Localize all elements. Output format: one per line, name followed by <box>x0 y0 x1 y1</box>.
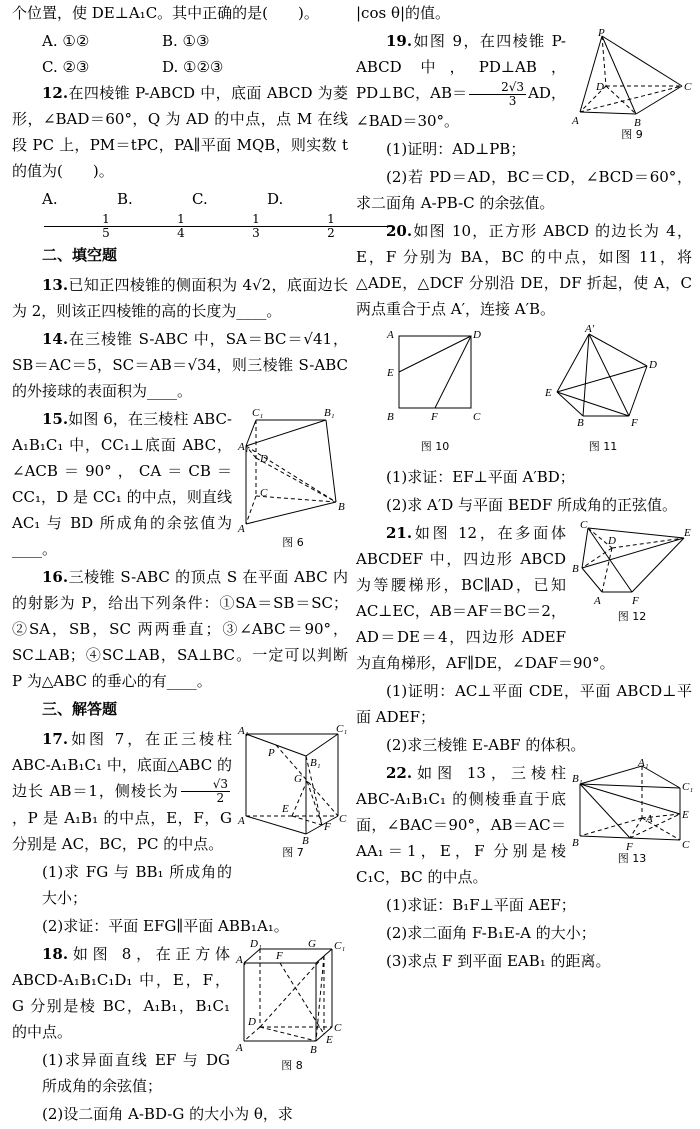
f12-label-d: D <box>608 534 616 547</box>
q21-part-1: (1)证明：AC⊥平面 CDE，平面 ABCD⊥平面 ADEF； <box>356 681 692 726</box>
q18-part-2: (2)设二面角 A-BD-G 的大小为 θ，求 <box>42 1105 293 1123</box>
q12-option-c-label: C. <box>192 190 208 208</box>
section-fill-in-heading: 二、填空题 <box>42 245 118 264</box>
q18-tail: |cos θ|的值。 <box>356 4 451 22</box>
f13-label-a: A <box>646 812 653 825</box>
figure-12 <box>572 520 692 624</box>
f7-label-b: B <box>302 834 309 847</box>
q12-a-den: 5 <box>102 225 110 240</box>
q20-text: 如图 10，正方形 ABCD 的边长为 4，E，F 分别为 BA，BC 的中点，如图 11，将△ADE，△DCF 分别沿 DE，DF 折起，使 A，C 两点重合于点 A′，连接 A′B。 <box>356 221 692 318</box>
q20-number: 20. <box>386 221 413 240</box>
q16 <box>12 564 348 694</box>
q11-option-a: A. ①② <box>42 32 90 50</box>
left-column <box>12 0 348 1129</box>
figure-7 <box>238 722 348 860</box>
figure-6 <box>238 406 348 550</box>
f12-label-c: C <box>580 518 588 531</box>
q15-number: 15. <box>42 409 69 428</box>
q12-d-num: 1 <box>269 213 393 227</box>
figure-11-caption: 图 11 <box>588 439 618 453</box>
f12-label-f: F <box>632 594 639 607</box>
q20-part-1: (1)求证：EF⊥平面 A′BD； <box>386 467 575 486</box>
f9-label-a: A <box>572 115 579 127</box>
f9-label-c: C <box>684 81 692 93</box>
f6-label-d: D <box>260 452 268 465</box>
figure-13-diagram <box>572 756 694 853</box>
figure-8-diagram <box>236 938 348 1059</box>
figure-9-diagram <box>572 28 692 128</box>
right-column <box>356 0 692 976</box>
q12-option-a-label: A. <box>42 190 58 208</box>
q12-text: 在四棱锥 P-ABCD 中，底面 ABCD 为菱形，∠BAD＝60°，Q 为 AD 的中点，点 M 在线段 PC 上，PM＝tPC，PA∥平面 MQB，则实数 t 的值为( )。 <box>12 84 348 180</box>
f7-label-c1: C₁ <box>336 722 348 735</box>
f6-label-b: B <box>338 500 345 513</box>
q12-a-num: 1 <box>44 213 168 227</box>
f13-label-a1: A₁ <box>638 756 649 769</box>
f10-label-b: B <box>387 410 394 423</box>
figure-11 <box>543 322 663 460</box>
q17-fraction <box>181 778 230 805</box>
q12-option-a <box>42 186 117 240</box>
f13-label-c: C <box>682 838 690 851</box>
q12-options <box>12 186 348 240</box>
q12-d-den: 2 <box>327 225 335 240</box>
q17-text-b: ，P 是 A₁B₁ 的中点，E，F，G 分别是 AC，BC，PC 的中点。 <box>12 809 232 853</box>
f8-label-b: B <box>310 1044 317 1056</box>
q21-text: 如图 12，在多面体 ABCDEF 中，四边形 ABCD 为等腰梯形，BC∥AD，已知 AC⊥EC，AB＝AF＝BC＝2，AD＝DE＝4，四边形 ADEF 为直角梯形，AF∥DE，∠DAF＝90°。 <box>356 523 615 672</box>
q20 <box>356 218 692 322</box>
f7-label-a: A <box>238 814 245 827</box>
f13-label-b1: B₁ <box>572 772 583 785</box>
f11-label-b: B <box>577 416 584 429</box>
q19-frac-den: 3 <box>508 93 517 108</box>
f13-label-e: E <box>682 808 689 821</box>
figure-6-diagram <box>238 406 348 536</box>
q11-options-2 <box>12 54 348 80</box>
f8-label-a: A <box>236 1042 243 1054</box>
f6-label-c: C <box>260 486 268 499</box>
q11-tail: 个位置，使 DE⊥A₁C。其中正确的是( )。 <box>12 4 319 22</box>
q11-option-b: B. ①③ <box>162 32 210 50</box>
q16-number: 16. <box>42 567 69 586</box>
f10-label-d: D <box>473 328 481 341</box>
f10-label-f: F <box>431 410 438 423</box>
q12-c-den: 3 <box>252 225 260 240</box>
f11-label-e: E <box>545 386 552 399</box>
f7-label-f: F <box>324 820 331 833</box>
figure-10-caption: 图 10 <box>420 439 450 453</box>
figure-6-caption: 图 6 <box>282 535 304 549</box>
q22-number: 22. <box>386 763 413 782</box>
f7-label-a1: A₁ <box>238 724 249 737</box>
f12-label-e: E <box>684 526 691 539</box>
f8-label-d: D <box>248 1016 256 1028</box>
f7-label-c: C <box>339 812 347 825</box>
f7-label-b1: B₁ <box>310 756 321 769</box>
f13-label-c1: C₁ <box>682 780 694 793</box>
q22-part-3: (3)求点 F 到平面 EAB₁ 的距离。 <box>386 951 611 970</box>
f12-label-b: B <box>572 562 579 575</box>
q19-text-b: AD，∠BAD＝30°。 <box>356 84 566 130</box>
figure-7-diagram <box>238 722 348 847</box>
figure-8-caption: 图 8 <box>281 1059 303 1072</box>
q12-b-den: 4 <box>177 225 185 240</box>
figure-11-diagram <box>543 322 663 429</box>
q13 <box>12 272 348 324</box>
q13-text: 已知正四棱锥的侧面积为 4√2，底面边长为 2，则该正四棱锥的高的长度为____。 <box>12 275 348 320</box>
q19-part-1: (1)证明：AD⊥PB； <box>386 139 526 158</box>
q12-option-d <box>267 186 342 240</box>
f8-label-g: G <box>308 938 316 950</box>
figure-10-diagram <box>385 326 485 426</box>
q20-part-2: (2)求 A′D 与平面 BEDF 所成角的正弦值。 <box>386 495 677 514</box>
f8-label-a1: A₁ <box>236 954 247 966</box>
f9-label-p: P <box>598 27 605 39</box>
q16-text: 三棱锥 S-ABC 的顶点 S 在平面 ABC 内的射影为 P，给出下列条件：①SA＝SB＝SC；②SA，SB，SC 两两垂直；③∠ABC＝90°，SC⊥AB；④SC⊥AB，SA⊥BC。一定可以判断 P 为△ABC 的垂心的有____。 <box>12 567 348 690</box>
q12-number: 12. <box>42 84 69 102</box>
figure-7-caption: 图 7 <box>282 845 304 859</box>
q17-part-1: (1)求 FG 与 BB₁ 所成角的大小； <box>42 863 232 907</box>
q11-option-d: D. ①②③ <box>162 58 224 76</box>
f6-label-b1: B₁ <box>324 406 335 419</box>
q17-number: 17. <box>42 729 69 748</box>
section-answer-heading: 三、解答题 <box>42 699 118 718</box>
f7-label-e: E <box>282 802 289 815</box>
q13-number: 13. <box>42 275 69 294</box>
f6-label-c1: C₁ <box>252 406 264 419</box>
figure-13-caption: 图 13 <box>617 851 647 865</box>
q12-option-c <box>192 186 267 240</box>
q19-fraction <box>469 81 526 108</box>
q12-option-b-label: B. <box>117 190 133 208</box>
figure-9-caption: 图 9 <box>621 128 643 141</box>
q12-c-num: 1 <box>194 213 318 227</box>
q12 <box>12 80 348 184</box>
figure-10 <box>385 326 485 460</box>
q21-number: 21. <box>386 523 413 542</box>
q19-text-a: 如图 9，在四棱锥 P-ABCD 中，PD⊥AB，PD⊥BC，AB＝ <box>356 32 566 102</box>
q18-text: 如图 8，在正方体 ABCD-A₁B₁C₁D₁ 中，E，F，G 分别是棱 BC，A₁B₁，B₁C₁ 的中点。 <box>12 945 230 1041</box>
f6-label-a: A <box>238 522 245 535</box>
q22-part-2: (2)求二面角 F-B₁E-A 的大小； <box>386 923 596 942</box>
q22-text: 如图 13，三棱柱 ABC-A₁B₁C₁ 的侧棱垂直于底面，∠BAC＝90°，AB＝AC＝AA₁＝1，E，F 分别是棱 C₁C，BC 的中点。 <box>356 763 566 886</box>
q12-option-b <box>117 186 192 240</box>
f8-label-c1: C₁ <box>334 940 346 952</box>
figure-9 <box>572 28 692 142</box>
q22-part-1: (1)求证：B₁F⊥平面 AEF； <box>386 895 576 914</box>
q18-part-1: (1)求异面直线 EF 与 DG 所成角的余弦值； <box>42 1051 230 1095</box>
q14-text: 在三棱锥 S-ABC 中，SA＝BC＝√41，SB＝AC＝5，SC＝AB＝√34，则三棱锥 S-ABC 的外接球的表面积为____。 <box>12 329 348 400</box>
q14-number: 14. <box>42 329 69 348</box>
f10-label-c: C <box>473 410 481 423</box>
f9-label-b: B <box>634 117 641 129</box>
q12-option-d-label: D. <box>267 190 284 208</box>
f8-label-d1: D₁ <box>250 938 262 950</box>
q18-number: 18. <box>42 945 69 963</box>
f11-label-d: D <box>649 358 657 371</box>
figures-10-11 <box>356 322 692 460</box>
q17-text-a: 如图 7，在正三棱柱 ABC-A₁B₁C₁ 中，底面△ABC 的边长 AB＝1，侧棱长为 <box>12 729 232 800</box>
f13-label-b: B <box>572 836 579 849</box>
f13-label-f: F <box>626 840 633 853</box>
figure-8 <box>236 938 348 1073</box>
f8-label-c: C <box>334 1022 342 1034</box>
q21-part-2: (2)求三棱锥 E-ABF 的体积。 <box>386 735 586 754</box>
f8-label-e: E <box>326 1034 333 1046</box>
figure-13 <box>572 756 694 866</box>
f7-label-p: P <box>268 746 275 759</box>
q17-part-2: (2)求证：平面 EFG∥平面 ABB₁A₁。 <box>42 917 289 935</box>
q14 <box>12 326 348 404</box>
figure-12-caption: 图 12 <box>617 609 647 623</box>
f10-label-e: E <box>387 366 394 379</box>
f6-label-a1: A₁ <box>238 440 249 453</box>
q17-frac-den: 2 <box>216 791 225 805</box>
q19-number: 19. <box>386 32 413 50</box>
q19-frac-num: 2√3 <box>469 81 526 95</box>
q11-options <box>12 28 348 54</box>
f8-label-f: F <box>276 950 283 962</box>
q12-b-num: 1 <box>119 213 243 227</box>
f7-label-g: G <box>294 772 302 785</box>
f9-label-d: D <box>596 81 604 93</box>
q17-frac-num: √3 <box>181 778 230 792</box>
figure-12-diagram <box>572 520 692 610</box>
q15-text: 如图 6，在三棱柱 ABC-A₁B₁C₁ 中，CC₁⊥底面 ABC，∠ACB＝90°，CA＝CB＝CC₁，D 是 CC₁ 的中点，则直线 AC₁ 与 BD 所成角的余弦值为____。 <box>12 409 232 558</box>
f11-label-aprime: A′ <box>585 322 595 335</box>
q19-part-2: (2)若 PD＝AD，BC＝CD，∠BCD＝60°，求二面角 A-PB-C 的余弦值。 <box>356 167 692 212</box>
f12-label-a: A <box>594 594 601 607</box>
f10-label-a: A <box>387 328 394 341</box>
q11-option-c: C. ②③ <box>42 58 90 76</box>
f11-label-f: F <box>631 416 638 429</box>
